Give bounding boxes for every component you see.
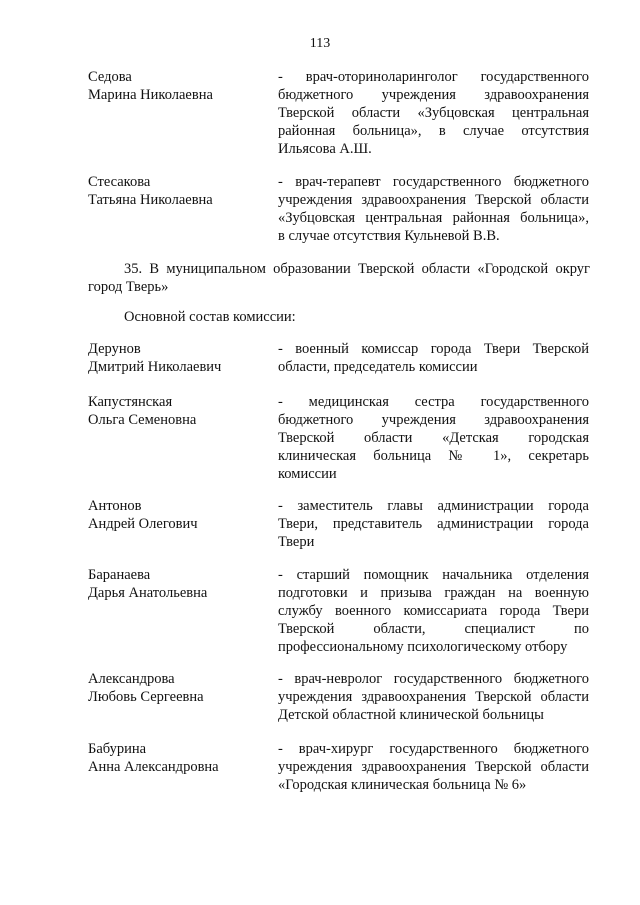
role-line: - старший помощник начальника отделения xyxy=(278,567,589,583)
role-line: «Зубцовская центральная районная больница», xyxy=(278,210,589,226)
member-role xyxy=(278,173,589,245)
member-given-names: Андрей Олегович xyxy=(88,516,198,532)
member-surname: Александрова xyxy=(88,671,175,687)
member-role xyxy=(278,670,589,724)
member-surname: Антонов xyxy=(88,498,142,514)
role-line: в случае отсутствия Кульневой В.В. xyxy=(278,228,500,244)
member-name xyxy=(88,740,278,776)
member-name xyxy=(88,393,278,429)
role-line: Тверской области «Зубцовская центральная xyxy=(278,105,589,121)
role-line: - врач-хирург государственного бюджетного xyxy=(278,741,589,757)
member-given-names: Татьяна Николаевна xyxy=(88,192,213,208)
role-line: Ильясова А.Ш. xyxy=(278,141,372,157)
member-given-names: Марина Николаевна xyxy=(88,87,213,103)
member-surname: Дерунов xyxy=(88,341,141,357)
section-heading xyxy=(88,260,590,296)
role-line: области, председатель комиссии xyxy=(278,359,478,375)
member-surname: Баранаева xyxy=(88,567,151,583)
member-role xyxy=(278,340,589,376)
role-line: подготовки и призыва граждан на военную xyxy=(278,585,589,601)
role-line: учреждения здравоохранения Тверской области xyxy=(278,759,589,775)
role-line: клиническая больница № 1», секретарь xyxy=(278,448,589,464)
member-given-names: Любовь Сергеевна xyxy=(88,689,204,705)
role-line: бюджетного учреждения здравоохранения xyxy=(278,412,589,428)
member-name xyxy=(88,566,278,602)
member-name xyxy=(88,68,278,104)
role-line: Твери xyxy=(278,534,315,550)
member-surname: Бабурина xyxy=(88,741,147,757)
member-surname: Седова xyxy=(88,69,132,85)
role-line: Твери, представитель администрации города xyxy=(278,516,589,532)
member-role xyxy=(278,566,589,656)
role-line: Детской областной клинической больницы xyxy=(278,707,544,723)
member-given-names: Дмитрий Николаевич xyxy=(88,359,222,375)
role-line: - военный комиссар города Твери Тверской xyxy=(278,341,589,357)
role-line: профессиональному психологическому отбору xyxy=(278,639,568,655)
role-line: «Городская клиническая больница № 6» xyxy=(278,777,527,793)
role-line: - врач-терапевт государственного бюджетного xyxy=(278,174,589,190)
member-role xyxy=(278,68,589,158)
role-line: районная больница», в случае отсутствия xyxy=(278,123,589,139)
role-line: комиссии xyxy=(278,466,337,482)
section-heading-line: 35. В муниципальном образовании Тверской области «Городской округ xyxy=(124,261,590,277)
role-line: учреждения здравоохранения Тверской области xyxy=(278,192,589,208)
role-line: - заместитель главы администрации города xyxy=(278,498,589,514)
commission-subheading: Основной состав комиссии: xyxy=(124,309,296,325)
section-heading-line: город Тверь» xyxy=(88,279,169,295)
member-name xyxy=(88,497,278,533)
role-line: учреждения здравоохранения Тверской области xyxy=(278,689,589,705)
member-role xyxy=(278,740,589,794)
member-surname: Капустянская xyxy=(88,394,173,410)
member-role xyxy=(278,393,589,483)
role-line: - медицинская сестра государственного xyxy=(278,394,589,410)
member-name xyxy=(88,340,278,376)
member-given-names: Анна Александровна xyxy=(88,759,219,775)
role-line: - врач-оториноларинголог государственного xyxy=(278,69,589,85)
role-line: - врач-невролог государственного бюджетного xyxy=(278,671,589,687)
member-name xyxy=(88,173,278,209)
role-line: службу военного комиссариата города Твери xyxy=(278,603,589,619)
member-surname: Стесакова xyxy=(88,174,151,190)
role-line: Тверской области, специалист по xyxy=(278,621,589,637)
member-given-names: Ольга Семеновна xyxy=(88,412,197,428)
role-line: бюджетного учреждения здравоохранения xyxy=(278,87,589,103)
page-number: 113 xyxy=(309,36,331,51)
role-line: Тверской области «Детская городская xyxy=(278,430,589,446)
member-given-names: Дарья Анатольевна xyxy=(88,585,208,601)
member-name xyxy=(88,670,278,706)
member-role xyxy=(278,497,589,551)
